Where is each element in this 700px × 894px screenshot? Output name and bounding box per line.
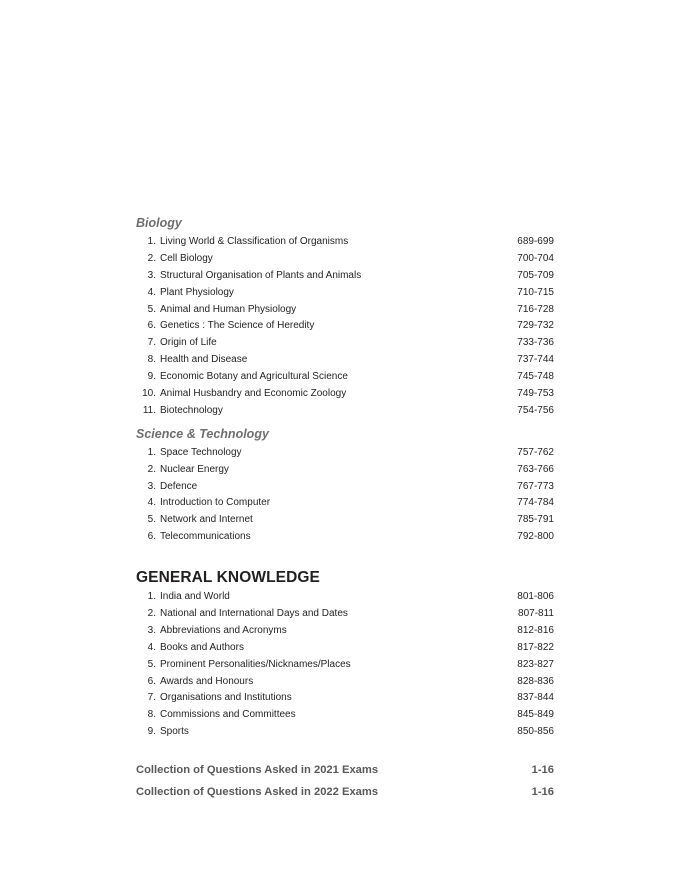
item-title: Plant Physiology bbox=[160, 286, 234, 298]
general-knowledge-item bbox=[136, 588, 554, 605]
collection-item bbox=[136, 781, 554, 803]
general-knowledge-item bbox=[136, 689, 554, 706]
item-number: 3. bbox=[147, 480, 156, 492]
general-knowledge-item bbox=[136, 622, 554, 639]
item-pages: 828-836 bbox=[517, 675, 554, 687]
item-pages: 705-709 bbox=[517, 269, 554, 281]
collection-item bbox=[136, 759, 554, 781]
general-knowledge-item bbox=[136, 723, 554, 740]
item-pages: 774-784 bbox=[517, 497, 554, 509]
item-title: Cell Biology bbox=[160, 252, 213, 264]
item-pages: 845-849 bbox=[517, 709, 554, 721]
item-pages: 785-791 bbox=[517, 514, 554, 526]
item-pages: 745-748 bbox=[517, 371, 554, 383]
item-title: Biotechnology bbox=[160, 404, 223, 416]
item-pages: 749-753 bbox=[517, 387, 554, 399]
item-number: 5. bbox=[147, 514, 156, 526]
science-technology-item bbox=[136, 511, 554, 528]
general-knowledge-list bbox=[136, 588, 554, 740]
item-title: Defence bbox=[160, 480, 198, 492]
item-title: Animal Husbandry and Economic Zoology bbox=[160, 387, 347, 399]
section-heading-science-technology: Science & Technology bbox=[136, 426, 269, 441]
item-number: 1. bbox=[147, 591, 156, 603]
biology-item bbox=[136, 301, 554, 318]
science-technology-item bbox=[136, 444, 554, 461]
collections-list bbox=[136, 759, 554, 803]
item-pages: 767-773 bbox=[517, 480, 554, 492]
item-title: Living World & Classification of Organisms bbox=[160, 235, 349, 247]
item-number: 6. bbox=[147, 675, 156, 687]
item-number: 1. bbox=[147, 235, 156, 247]
item-pages: 792-800 bbox=[517, 531, 554, 543]
item-number: 9. bbox=[147, 371, 156, 383]
item-pages: 700-704 bbox=[517, 252, 554, 264]
biology-item bbox=[136, 385, 554, 402]
item-number: 3. bbox=[147, 269, 156, 281]
biology-item bbox=[136, 284, 554, 301]
item-title: Genetics : The Science of Heredity bbox=[160, 320, 315, 332]
biology-list bbox=[136, 233, 554, 419]
item-pages: 689-699 bbox=[517, 235, 554, 247]
item-number: 2. bbox=[147, 607, 156, 619]
science-technology-item bbox=[136, 461, 554, 478]
item-number: 7. bbox=[147, 692, 156, 704]
item-pages: 817-822 bbox=[517, 641, 554, 653]
item-number: 2. bbox=[147, 463, 156, 475]
item-title: Network and Internet bbox=[160, 514, 253, 526]
general-knowledge-item bbox=[136, 656, 554, 673]
item-pages: 716-728 bbox=[517, 303, 554, 315]
section-heading-general-knowledge: GENERAL KNOWLEDGE bbox=[136, 569, 320, 587]
item-number: 10. bbox=[142, 387, 156, 399]
item-number: 2. bbox=[147, 252, 156, 264]
section-heading-biology: Biology bbox=[136, 216, 182, 230]
item-pages: 812-816 bbox=[517, 624, 554, 636]
biology-item bbox=[136, 334, 554, 351]
item-title: Animal and Human Physiology bbox=[160, 303, 297, 315]
item-pages: 801-806 bbox=[517, 591, 554, 603]
biology-item bbox=[136, 233, 554, 250]
table-of-contents bbox=[136, 214, 554, 803]
item-number: 4. bbox=[147, 641, 156, 653]
item-number: 9. bbox=[147, 726, 156, 738]
item-title: Sports bbox=[160, 726, 189, 738]
item-pages: 729-732 bbox=[517, 320, 554, 332]
item-title: Space Technology bbox=[160, 446, 242, 458]
item-title: Introduction to Computer bbox=[160, 497, 271, 509]
collection-pages: 1-16 bbox=[531, 764, 554, 777]
item-title: Origin of Life bbox=[160, 337, 217, 349]
item-title: Abbreviations and Acronyms bbox=[160, 624, 287, 636]
collection-pages: 1-16 bbox=[531, 786, 554, 799]
item-title: Telecommunications bbox=[160, 531, 251, 543]
science-technology-item bbox=[136, 528, 554, 545]
general-knowledge-item bbox=[136, 639, 554, 656]
item-pages: 757-762 bbox=[517, 446, 554, 458]
item-pages: 837-844 bbox=[517, 692, 554, 704]
item-number: 5. bbox=[147, 658, 156, 670]
science-technology-list bbox=[136, 444, 554, 545]
item-title: Health and Disease bbox=[160, 354, 248, 366]
item-title: Organisations and Institutions bbox=[160, 692, 292, 704]
biology-item bbox=[136, 351, 554, 368]
item-title: Nuclear Energy bbox=[160, 463, 229, 475]
science-technology-item bbox=[136, 494, 554, 511]
item-pages: 754-756 bbox=[517, 404, 554, 416]
item-pages: 807-811 bbox=[518, 607, 554, 619]
biology-item bbox=[136, 368, 554, 385]
general-knowledge-item bbox=[136, 673, 554, 690]
item-number: 8. bbox=[147, 354, 156, 366]
biology-item bbox=[136, 250, 554, 267]
item-number: 3. bbox=[147, 624, 156, 636]
item-number: 4. bbox=[147, 497, 156, 509]
item-title: National and International Days and Dates bbox=[160, 607, 348, 619]
item-pages: 763-766 bbox=[517, 463, 554, 475]
item-number: 4. bbox=[147, 286, 156, 298]
item-pages: 733-736 bbox=[517, 337, 554, 349]
item-number: 6. bbox=[147, 531, 156, 543]
biology-item bbox=[136, 267, 554, 284]
item-title: India and World bbox=[160, 591, 230, 603]
item-number: 5. bbox=[147, 303, 156, 315]
item-title: Structural Organisation of Plants and Animals bbox=[160, 269, 362, 281]
general-knowledge-item bbox=[136, 706, 554, 723]
item-pages: 823-827 bbox=[517, 658, 554, 670]
biology-item bbox=[136, 317, 554, 334]
item-pages: 850-856 bbox=[517, 726, 554, 738]
item-number: 8. bbox=[147, 709, 156, 721]
item-number: 11. bbox=[142, 404, 156, 416]
item-title: Economic Botany and Agricultural Science bbox=[160, 371, 348, 383]
item-title: Prominent Personalities/Nicknames/Places bbox=[160, 658, 351, 670]
item-pages: 710-715 bbox=[517, 286, 554, 298]
biology-item bbox=[136, 402, 554, 419]
science-technology-item bbox=[136, 478, 554, 495]
item-title: Commissions and Committees bbox=[160, 709, 296, 721]
item-title: Awards and Honours bbox=[160, 675, 254, 687]
collection-title: Collection of Questions Asked in 2021 Exams bbox=[136, 764, 379, 777]
collection-title: Collection of Questions Asked in 2022 Exams bbox=[136, 786, 379, 799]
item-number: 1. bbox=[147, 446, 156, 458]
item-number: 6. bbox=[147, 320, 156, 332]
item-pages: 737-744 bbox=[517, 354, 554, 366]
item-title: Books and Authors bbox=[160, 641, 244, 653]
item-number: 7. bbox=[147, 337, 156, 349]
general-knowledge-item bbox=[136, 605, 554, 622]
